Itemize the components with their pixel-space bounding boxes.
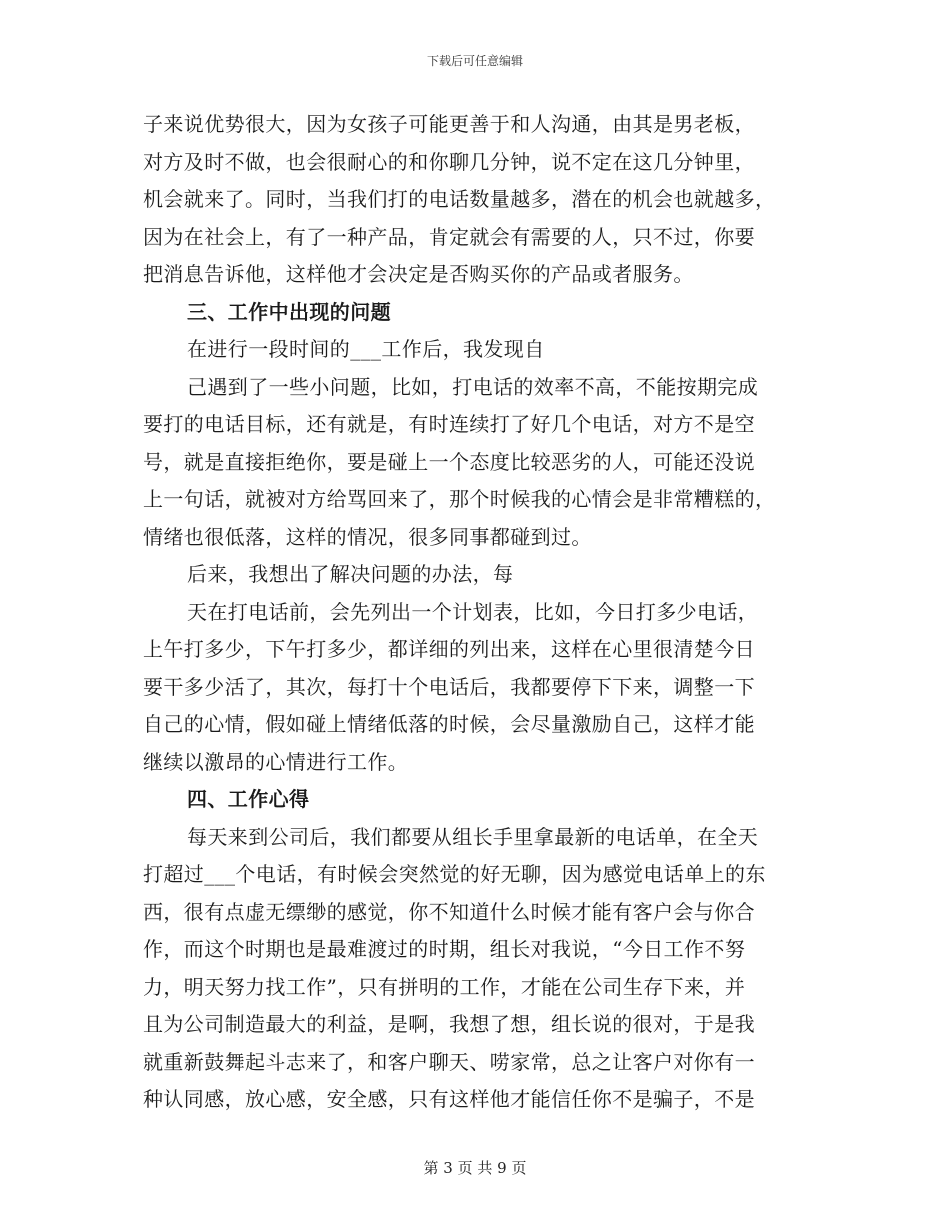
body-line: 要打的电话目标，还有就是，有时连续打了好几个电话，对方不是空 xyxy=(143,412,755,436)
section-heading-experience: 四、工作心得 xyxy=(187,787,310,811)
page-footer: 第 3 页 共 9 页 xyxy=(423,1159,527,1177)
body-line: 在进行一段时间的___工作后，我发现自 xyxy=(187,337,545,361)
body-line: 己遇到了一些小问题，比如，打电话的效率不高，不能按期完成 xyxy=(187,374,759,399)
body-line: 子来说优势很大，因为女孩子可能更善于和人沟通，由其是男老板， xyxy=(143,112,755,136)
body-line: 要干多少活了，其次，每打十个电话后，我都要停下下来，调整一下 xyxy=(143,674,755,699)
body-line: 自己的心情，假如碰上情绪低落的时候，会尽量激励自己，这样才能 xyxy=(143,712,755,736)
body-line: 天在打电话前，会先列出一个计划表，比如，今日打多少电话， xyxy=(187,599,759,624)
body-line: 西，很有点虚无缥缈的感觉，你不知道什么时候才能有客户会与你合 xyxy=(143,899,755,924)
body-line: 号，就是直接拒绝你，要是碰上一个态度比较恶劣的人，可能还没说 xyxy=(143,449,755,474)
body-line: 继续以激昂的心情进行工作。 xyxy=(143,749,409,774)
body-line: 因为在社会上，有了一种产品，肯定就会有需要的人，只不过，你要 xyxy=(143,224,755,249)
body-line: 作，而这个时期也是最难渡过的时期，组长对我说，“今日工作不努 xyxy=(143,937,746,961)
body-line: 后来，我想出了解决问题的办法，每 xyxy=(187,562,514,586)
body-line: 每天来到公司后，我们都要从组长手里拿最新的电话单，在全天 xyxy=(187,824,759,849)
body-line: 对方及时不做，也会很耐心的和你聊几分钟，说不定在这几分钟里， xyxy=(143,149,755,174)
body-line: 就重新鼓舞起斗志来了，和客户聊天、唠家常，总之让客户对你有一 xyxy=(143,1049,755,1074)
page-header: 下载后可任意编辑 xyxy=(426,54,523,68)
body-line: 情绪也很低落，这样的情况，很多同事都碰到过。 xyxy=(143,524,592,549)
body-line: 上一句话，就被对方给骂回来了，那个时候我的心情会是非常糟糕的， xyxy=(143,487,776,511)
body-line: 把消息告诉他，这样他才会决定是否购买你的产品或者服务。 xyxy=(143,262,694,286)
body-line: 力，明天努力找工作”，只有拼明的工作，才能在公司生存下来，并 xyxy=(143,974,746,999)
body-line: 种认同感，放心感，安全感，只有这样他才能信任你不是骗子，不是 xyxy=(143,1087,755,1111)
section-heading-problems: 三、工作中出现的问题 xyxy=(187,299,391,324)
body-line: 打超过___个电话，有时候会突然觉的好无聊，因为感觉电话单上的东 xyxy=(143,862,766,886)
body-line: 且为公司制造最大的利益，是啊，我想了想，组长说的很对，于是我 xyxy=(143,1012,755,1036)
body-line: 上午打多少，下午打多少，都详细的列出来，这样在心里很清楚今日 xyxy=(143,637,755,661)
body-text xyxy=(143,106,813,1119)
body-line: 机会就来了。同时，当我们打的电话数量越多，潜在的机会也就越多， xyxy=(143,187,776,211)
